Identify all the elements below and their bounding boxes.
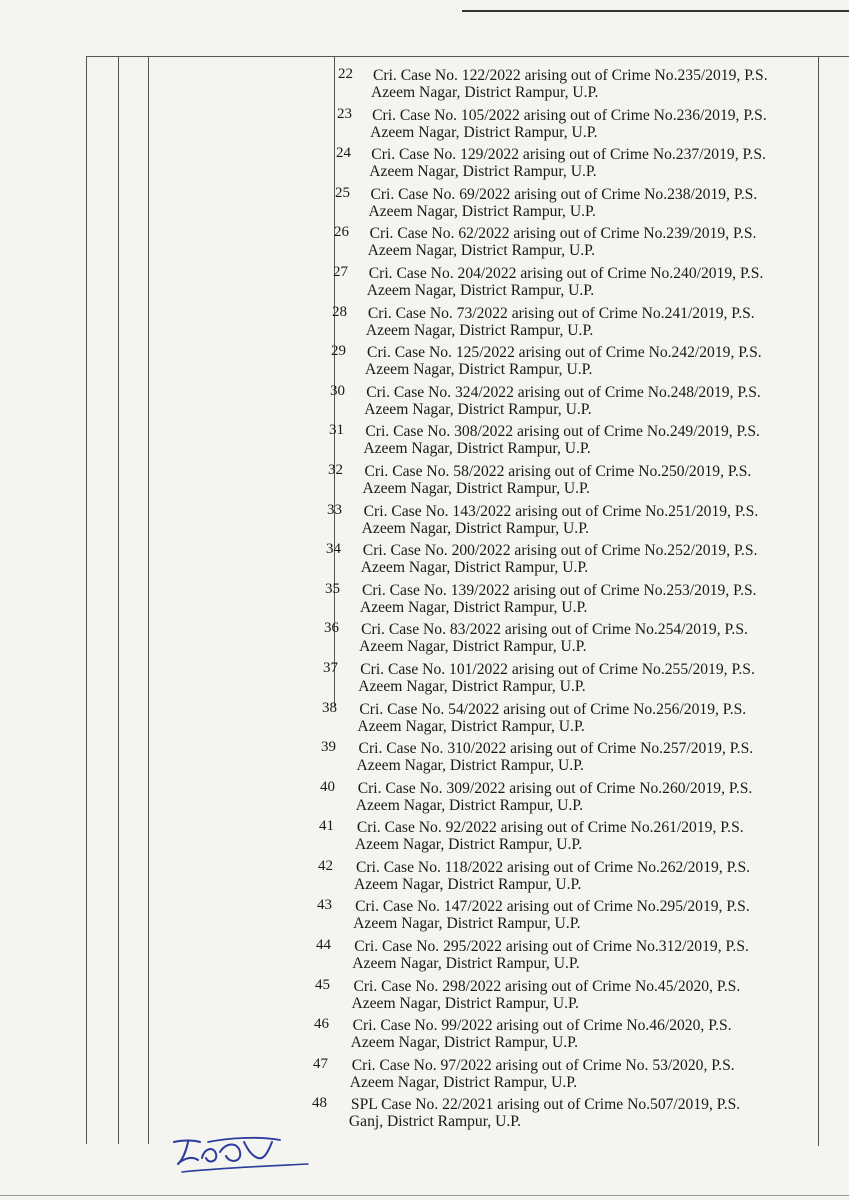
entry-number: 27 — [333, 263, 348, 280]
entry-location-line: Azeem Nagar, District Rampur, U.P. — [369, 163, 597, 181]
entry-number: 39 — [321, 739, 336, 756]
entry-case-line: Cri. Case No. 118/2022 arising out of Crime No.262/2019, P.S. — [356, 858, 751, 876]
entry-case-line: Cri. Case No. 62/2022 arising out of Crime No.239/2019, P.S. — [369, 225, 757, 243]
entry-number: 26 — [334, 224, 349, 241]
entry-location-line: Azeem Nagar, District Rampur, U.P. — [349, 1073, 578, 1091]
case-entry — [300, 383, 820, 423]
entry-case-line: Cri. Case No. 295/2022 arising out of Crime No.312/2019, P.S. — [354, 938, 749, 956]
entry-number: 37 — [323, 659, 338, 676]
entry-number: 38 — [322, 699, 337, 716]
case-entry — [300, 304, 820, 344]
entry-number: 25 — [335, 184, 350, 201]
entry-case-line: Cri. Case No. 122/2022 arising out of Crime No.235/2019, P.S. — [373, 67, 768, 84]
entry-number: 40 — [320, 778, 335, 795]
entry-number: 43 — [317, 897, 332, 914]
entry-case-line: Cri. Case No. 308/2022 arising out of Crime No.249/2019, P.S. — [365, 423, 760, 441]
case-entry — [300, 779, 820, 819]
entry-number: 48 — [312, 1095, 327, 1112]
top-rule — [462, 10, 849, 12]
entry-number: 46 — [314, 1016, 329, 1033]
case-entry — [300, 1095, 820, 1135]
case-entry — [300, 145, 820, 185]
entry-number: 36 — [324, 620, 339, 637]
entry-location-line: Azeem Nagar, District Rampur, U.P. — [358, 677, 586, 695]
page-bottom-rule — [0, 1195, 849, 1196]
case-entry — [300, 581, 820, 621]
entry-location-line: Azeem Nagar, District Rampur, U.P. — [361, 519, 590, 537]
entry-location-line: Azeem Nagar, District Rampur, U.P. — [359, 638, 587, 656]
table-column-border-2 — [118, 56, 119, 1144]
case-entry — [300, 858, 820, 898]
entry-number: 45 — [315, 976, 330, 993]
entry-case-line: Cri. Case No. 125/2022 arising out of Crime No.242/2019, P.S. — [367, 344, 762, 362]
entry-location-line: Azeem Nagar, District Rampur, U.P. — [363, 440, 591, 458]
entry-case-line: Cri. Case No. 324/2022 arising out of Crime No.248/2019, P.S. — [366, 383, 761, 401]
case-entry — [300, 818, 820, 858]
entry-location-line: Ganj, District Rampur, U.P. — [348, 1113, 522, 1131]
entry-location-line: Azeem Nagar, District Rampur, U.P. — [365, 361, 593, 379]
entry-case-line: Cri. Case No. 309/2022 arising out of Crime No.260/2019, P.S. — [357, 779, 753, 797]
entry-case-line: Cri. Case No. 129/2022 arising out of Crime No.237/2019, P.S. — [371, 146, 766, 164]
entry-location-line: Azeem Nagar, District Rampur, U.P. — [354, 836, 583, 854]
entry-number: 35 — [325, 580, 340, 597]
case-entry — [300, 739, 820, 779]
entry-location-line: Azeem Nagar, District Rampur, U.P. — [367, 242, 595, 260]
entry-location-line: Azeem Nagar, District Rampur, U.P. — [365, 321, 594, 339]
table-top-border — [86, 56, 849, 57]
entry-location-line: Azeem Nagar, District Rampur, U.P. — [360, 559, 589, 577]
entry-location-line: Azeem Nagar, District Rampur, U.P. — [364, 400, 592, 418]
entry-case-line: Cri. Case No. 69/2022 arising out of Crime No.238/2019, P.S. — [370, 185, 758, 203]
entry-location-line: Azeem Nagar, District Rampur, U.P. — [352, 955, 580, 973]
entry-number: 42 — [318, 857, 333, 874]
entry-case-line: Cri. Case No. 73/2022 arising out of Crime No.241/2019, P.S. — [367, 304, 755, 322]
case-entry — [300, 422, 820, 462]
entry-number: 31 — [329, 422, 344, 439]
entry-location-line: Azeem Nagar, District Rampur, U.P. — [366, 281, 595, 299]
entry-location-line: Azeem Nagar, District Rampur, U.P. — [359, 598, 588, 616]
case-entry — [300, 343, 820, 383]
entry-number: 24 — [336, 145, 351, 162]
case-entry — [300, 937, 820, 977]
entry-case-line: Cri. Case No. 310/2022 arising out of Crime No.257/2019, P.S. — [358, 740, 754, 758]
entry-case-line: Cri. Case No. 139/2022 arising out of Crime No.253/2019, P.S. — [361, 581, 757, 599]
case-entry — [300, 1056, 820, 1096]
entry-number: 32 — [328, 461, 343, 478]
entry-location-line: Azeem Nagar, District Rampur, U.P. — [354, 875, 582, 893]
entry-number: 22 — [338, 66, 353, 82]
entry-location-line: Azeem Nagar, District Rampur, U.P. — [351, 994, 579, 1012]
entry-location-line: Azeem Nagar, District Rampur, U.P. — [368, 202, 596, 220]
case-entry — [300, 462, 820, 502]
case-entry — [300, 897, 820, 937]
entry-case-line: Cri. Case No. 298/2022 arising out of Crime No.45/2020, P.S. — [353, 977, 741, 995]
entry-number: 47 — [313, 1055, 328, 1072]
entry-location-line: Azeem Nagar, District Rampur, U.P. — [362, 479, 590, 497]
entry-case-line: Cri. Case No. 143/2022 arising out of Crime No.251/2019, P.S. — [363, 502, 759, 520]
entry-case-line: Cri. Case No. 58/2022 arising out of Crime No.250/2019, P.S. — [364, 462, 752, 480]
table-column-border-1 — [86, 56, 87, 1144]
case-list — [300, 66, 820, 1135]
entry-number: 29 — [331, 343, 346, 360]
entry-case-line: Cri. Case No. 97/2022 arising out of Crime No. 53/2020, P.S. — [351, 1056, 735, 1074]
entry-case-line: Cri. Case No. 99/2022 arising out of Crime No.46/2020, P.S. — [352, 1017, 732, 1035]
entry-location-line: Azeem Nagar, District Rampur, U.P. — [356, 757, 584, 775]
table-column-border-3 — [148, 56, 149, 1144]
entry-number: 30 — [330, 382, 345, 399]
case-entry — [300, 1016, 820, 1056]
entry-location-line: Azeem Nagar, District Rampur, U.P. — [370, 123, 598, 141]
case-entry — [300, 620, 820, 660]
entry-case-line: Cri. Case No. 200/2022 arising out of Crime No.252/2019, P.S. — [362, 542, 758, 560]
case-entry — [300, 502, 820, 542]
entry-case-line: Cri. Case No. 204/2022 arising out of Crime No.240/2019, P.S. — [368, 264, 764, 282]
entry-location-line: Azeem Nagar, District Rampur, U.P. — [357, 717, 585, 735]
entry-number: 23 — [337, 105, 352, 122]
entry-case-line: Cri. Case No. 101/2022 arising out of Crime No.255/2019, P.S. — [360, 660, 755, 678]
entry-case-line: Cri. Case No. 147/2022 arising out of Crime No.295/2019, P.S. — [355, 898, 750, 916]
entry-location-line: Azeem Nagar, District Rampur, U.P. — [355, 796, 584, 814]
entry-number: 28 — [332, 303, 347, 320]
case-entry — [300, 977, 820, 1017]
case-entry — [300, 660, 820, 700]
entry-case-line: Cri. Case No. 92/2022 arising out of Crime No.261/2019, P.S. — [356, 819, 744, 837]
case-entry — [300, 224, 820, 264]
entry-location-line: Azeem Nagar, District Rampur, U.P. — [350, 1034, 578, 1052]
entry-number: 41 — [319, 818, 334, 835]
case-entry — [300, 66, 820, 106]
case-entry — [300, 264, 820, 304]
entry-case-line: Cri. Case No. 105/2022 arising out of Crime No.236/2019, P.S. — [372, 106, 767, 124]
case-entry — [300, 185, 820, 225]
handwritten-signature — [168, 1128, 318, 1178]
entry-case-line: SPL Case No. 22/2021 arising out of Crime No.507/2019, P.S. — [350, 1096, 741, 1114]
case-entry — [300, 700, 820, 740]
case-entry — [300, 106, 820, 146]
entry-number: 44 — [316, 937, 331, 954]
entry-number: 34 — [326, 541, 341, 558]
case-entry — [300, 541, 820, 581]
entry-number: 33 — [327, 501, 342, 518]
entry-case-line: Cri. Case No. 54/2022 arising out of Crime No.256/2019, P.S. — [359, 700, 747, 718]
entry-location-line: Azeem Nagar, District Rampur, U.P. — [353, 915, 581, 933]
entry-location-line: Azeem Nagar, District Rampur, U.P. — [371, 84, 599, 101]
entry-case-line: Cri. Case No. 83/2022 arising out of Crime No.254/2019, P.S. — [361, 621, 748, 639]
